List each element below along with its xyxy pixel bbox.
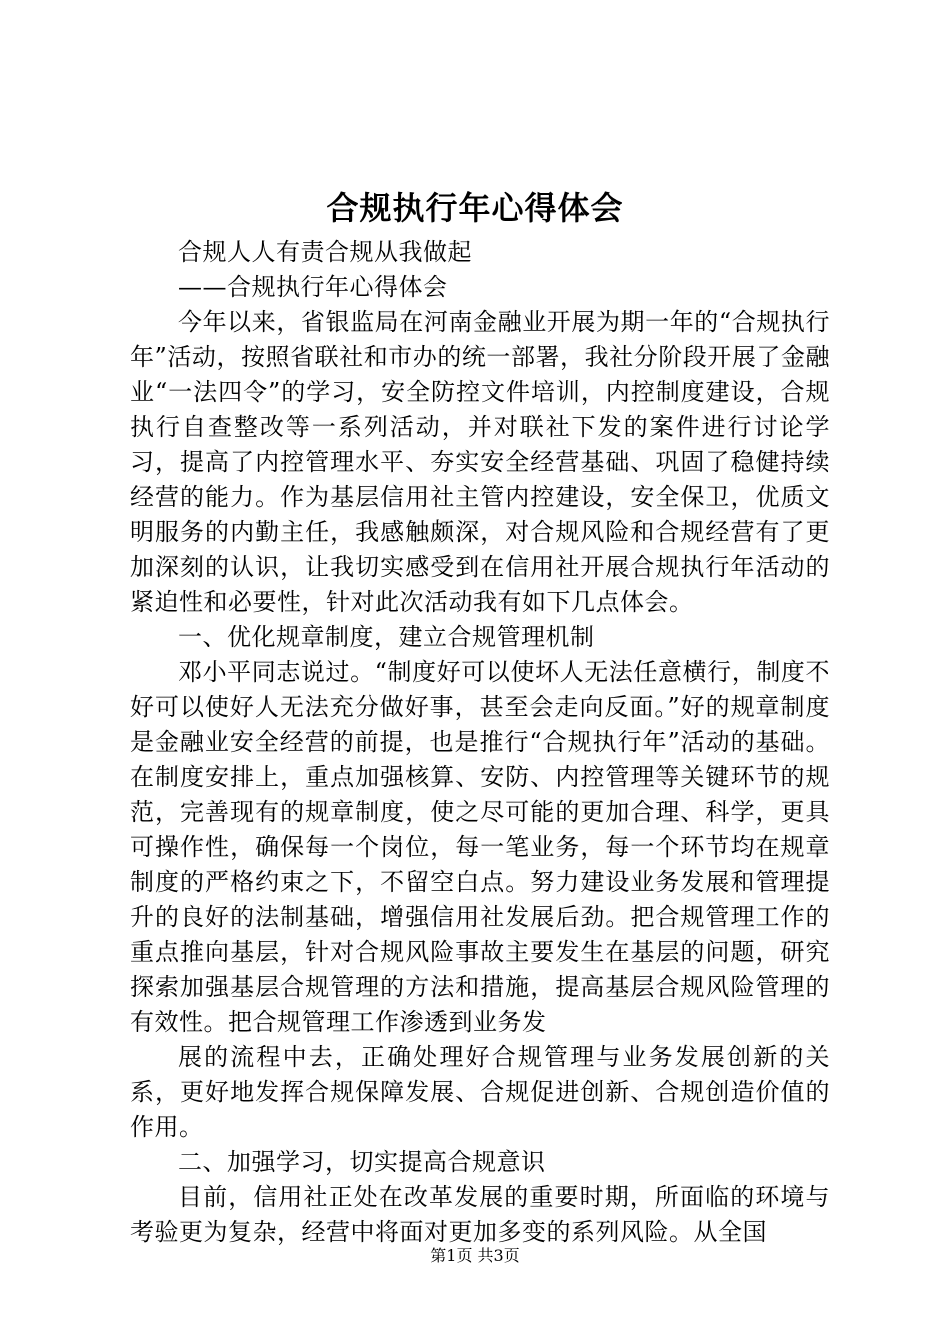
document-body — [130, 235, 830, 1250]
paragraph: 展的流程中去，正确处理好合规管理与业务发展创新的关系，更好地发挥合规保障发展、合规促进创新、合规创造价值的作用。 — [130, 1043, 830, 1141]
paragraph-subtitle-line: ——合规执行年心得体会 — [178, 273, 448, 301]
paragraph-subtitle: 合规人人有责合规从我做起 — [178, 238, 472, 266]
paragraph: 今年以来，省银监局在河南金融业开展为期一年的“合规执行年”活动，按照省联社和市办的统一部署，我社分阶段开展了金融业“一法四令”的学习，安全防控文件培训，内控制度建设，合规执行自查整改等一系列活动，并对联社下发的案件进行讨论学习，提高了内控管理水平、夯实安全经营基础、巩固了稳健持续经营的能力。作为基层信用社主管内控建设，安全保卫，优质文明服务的内勤主任，我感触颇深，对合规风险和合规经营有了更加深刻的认识，让我切实感受到在信用社开展合规执行年活动的紧迫性和必要性，针对此次活动我有如下几点体会。 — [130, 308, 830, 616]
section-heading: 二、加强学习，切实提高合规意识 — [178, 1148, 546, 1176]
section-heading: 一、优化规章制度，建立合规管理机制 — [178, 623, 595, 651]
page-number-footer: 第1页 共3页 — [430, 1246, 520, 1265]
paragraph: 邓小平同志说过。“制度好可以使坏人无法任意横行，制度不好可以使好人无法充分做好事，甚至会走向反面。”好的规章制度是金融业安全经营的前提，也是推行“合规执行年”活动的基础。在制度安排上，重点加强核算、安防、内控管理等关键环节的规范，完善现有的规章制度，使之尽可能的更加合理、科学，更具可操作性，确保每一个岗位，每一笔业务，每一个环节均在规章制度的严格约束之下，不留空白点。努力建设业务发展和管理提升的良好的法制基础，增强信用社发展后劲。把合规管理工作的重点推向基层，针对合规风险事故主要发生在基层的问题，研究探索加强基层合规管理的方法和措施，提高基层合规风险管理的有效性。把合规管理工作渗透到业务发 — [130, 658, 830, 1036]
document-title: 合规执行年心得体会 — [326, 189, 624, 227]
paragraph: 目前，信用社正处在改革发展的重要时期，所面临的环境与考验更为复杂，经营中将面对更加多变的系列风险。从全国 — [130, 1183, 830, 1246]
